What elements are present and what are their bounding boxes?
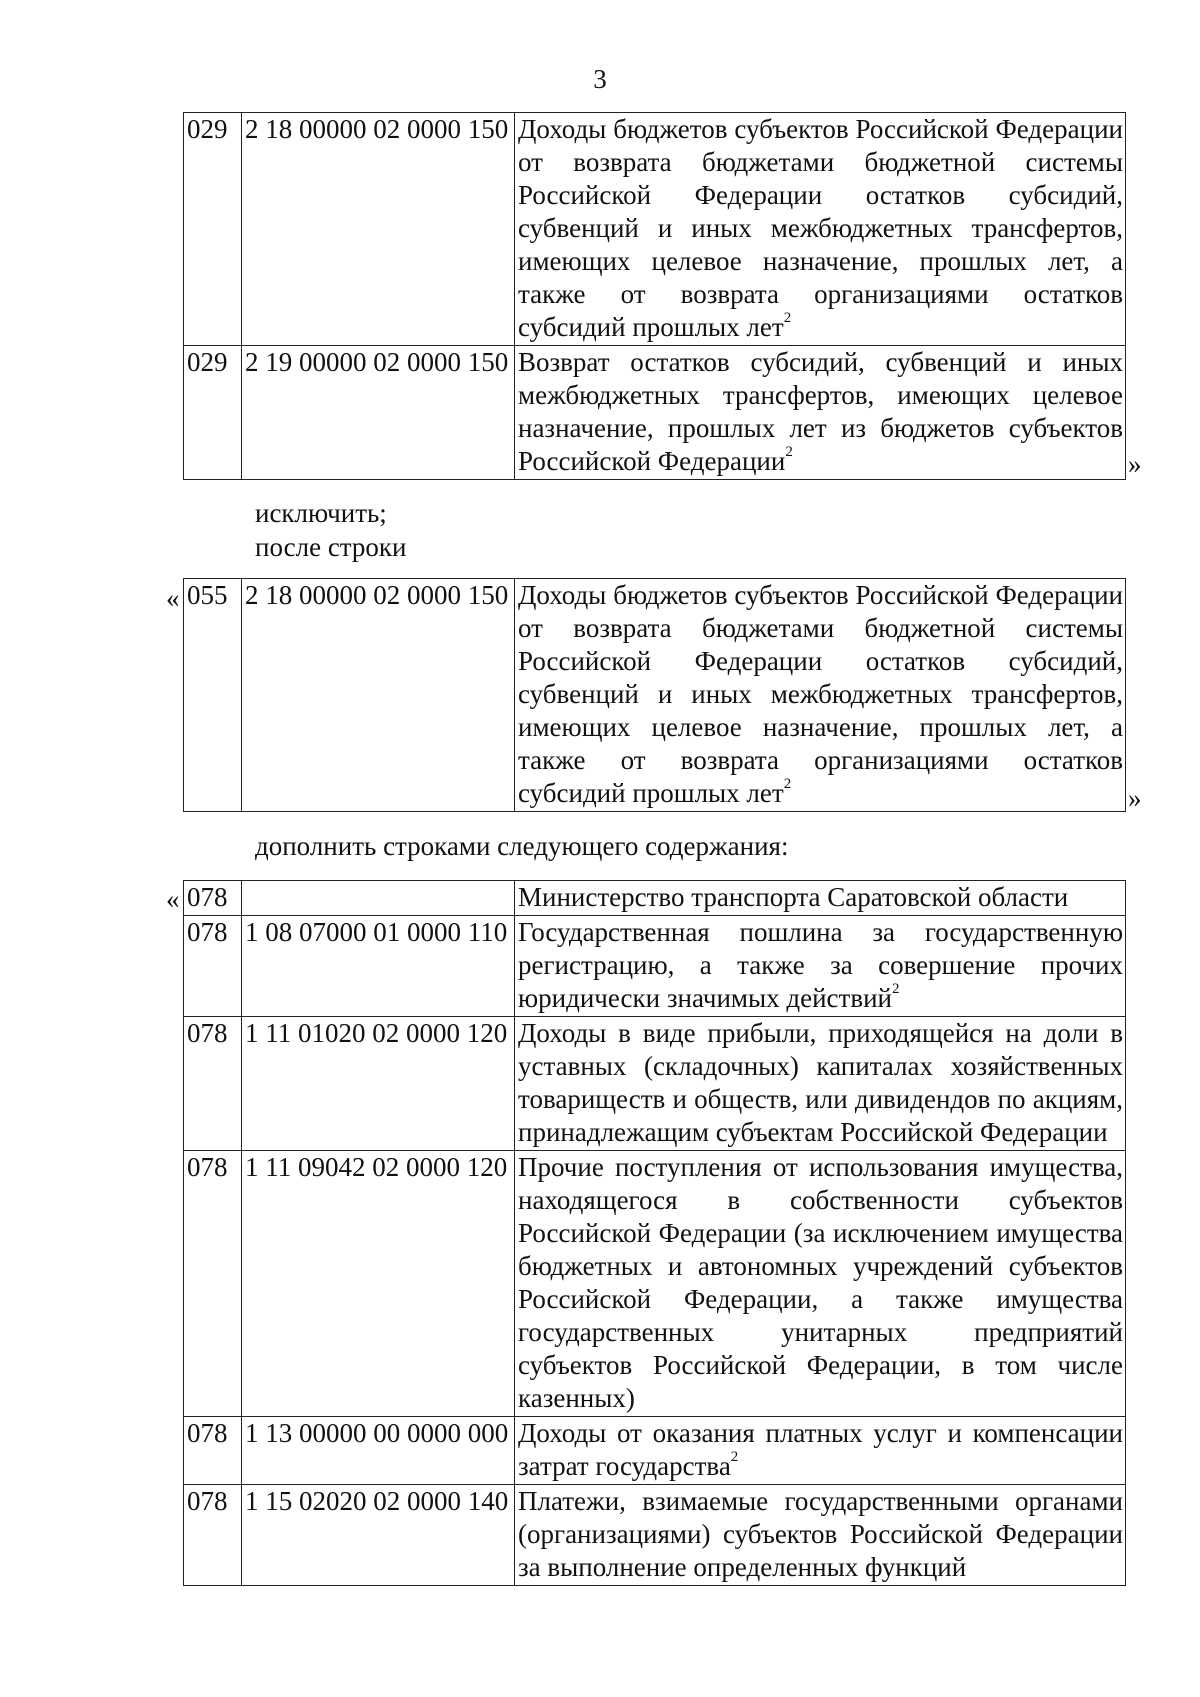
budget-code-cell: 1 11 09042 02 0000 120	[242, 1151, 515, 1417]
table-row	[184, 1017, 1126, 1151]
description-cell: Доходы от оказания платных услуг и компенсации затрат государства$^2$	[515, 1417, 1126, 1485]
opening-quote: «	[166, 884, 180, 914]
table-row	[184, 113, 1126, 346]
admin-code-cell: 078	[184, 916, 242, 1017]
admin-code-cell: 078	[184, 881, 242, 916]
admin-code-cell: 078	[184, 1417, 242, 1485]
description-cell: Доходы в виде прибыли, приходящейся на доли в уставных (складочных) капиталах хозяйственных товариществ и обществ, или дивидендов по акциям, принадлежащим субъектам Российской Федерации	[515, 1017, 1126, 1151]
description-cell: Доходы бюджетов субъектов Российской Федерации от возврата бюджетами бюджетной системы Российской Федерации остатков субсидий, субвенций и иных межбюджетных трансфертов, имеющих целевое назначение, прошлых лет, а также от возврата организациями остатков субсидий прошлых лет$^2$	[515, 579, 1126, 812]
admin-code-cell: 078	[184, 1017, 242, 1151]
budget-code-cell: 1 08 07000 01 0000 110	[242, 916, 515, 1017]
footnote-mark: 2	[783, 776, 792, 792]
description-cell: Возврат остатков субсидий, субвенций и иных межбюджетных трансфертов, имеющих целевое назначение, прошлых лет из бюджетов субъектов Российской Федерации$^2$	[515, 346, 1126, 480]
admin-code-cell: 078	[184, 1151, 242, 1417]
page-number: 3	[593, 64, 607, 94]
budget-code-cell: 1 11 01020 02 0000 120	[242, 1017, 515, 1151]
description-cell: Доходы бюджетов субъектов Российской Федерации от возврата бюджетами бюджетной системы Российской Федерации остатков субсидий, субвенций и иных межбюджетных трансфертов, имеющих целевое назначение, прошлых лет, а также от возврата организациями остатков субсидий прошлых лет$^2$	[515, 113, 1126, 346]
footnote-mark: 2	[891, 981, 900, 997]
footnote-mark: 2	[730, 1449, 739, 1465]
description-cell: Прочие поступления от использования имущества, находящегося в собственности субъектов Российской Федерации (за исключением имущества бюджетных и автономных учреждений субъектов Российской Федерации, а также имущества государственных унитарных предприятий субъектов Российской Федерации, в том числе казенных)	[515, 1151, 1126, 1417]
instruction-add-rows: дополнить строками следующего содержания:	[255, 831, 789, 861]
closing-quote: »	[1128, 449, 1142, 479]
admin-code-cell: 078	[184, 1485, 242, 1586]
footnote-mark: 2	[783, 310, 792, 326]
budget-code-cell: 1 13 00000 00 0000 000	[242, 1417, 515, 1485]
budget-code-cell: 2 18 00000 02 0000 150	[242, 113, 515, 346]
instruction-exclude: исключить;	[255, 498, 387, 528]
table-row	[184, 579, 1126, 812]
table-row	[184, 1485, 1126, 1586]
table-row	[184, 916, 1126, 1017]
income-table-excluded	[183, 112, 1126, 480]
table-row	[184, 346, 1126, 480]
income-table-added	[183, 880, 1126, 1586]
budget-code-cell	[242, 881, 515, 916]
description-cell: Министерство транспорта Саратовской области	[515, 881, 1126, 916]
table-row	[184, 881, 1126, 916]
table-row	[184, 1151, 1126, 1417]
admin-code-cell: 029	[184, 113, 242, 346]
admin-code-cell: 055	[184, 579, 242, 812]
table-row	[184, 1417, 1126, 1485]
admin-code-cell: 029	[184, 346, 242, 480]
opening-quote: «	[166, 583, 180, 613]
footnote-mark: 2	[785, 444, 793, 460]
description-cell: Государственная пошлина за государственную регистрацию, а также за совершение прочих юридически значимых действий$^2$	[515, 916, 1126, 1017]
instruction-after-row: после строки	[255, 532, 407, 562]
closing-quote: »	[1128, 783, 1142, 813]
budget-code-cell: 2 18 00000 02 0000 150	[242, 579, 515, 812]
description-cell: Платежи, взимаемые государственными органами (организациями) субъектов Российской Федерации за выполнение определенных функций	[515, 1485, 1126, 1586]
income-table-reference	[183, 578, 1126, 812]
budget-code-cell: 2 19 00000 02 0000 150	[242, 346, 515, 480]
budget-code-cell: 1 15 02020 02 0000 140	[242, 1485, 515, 1586]
